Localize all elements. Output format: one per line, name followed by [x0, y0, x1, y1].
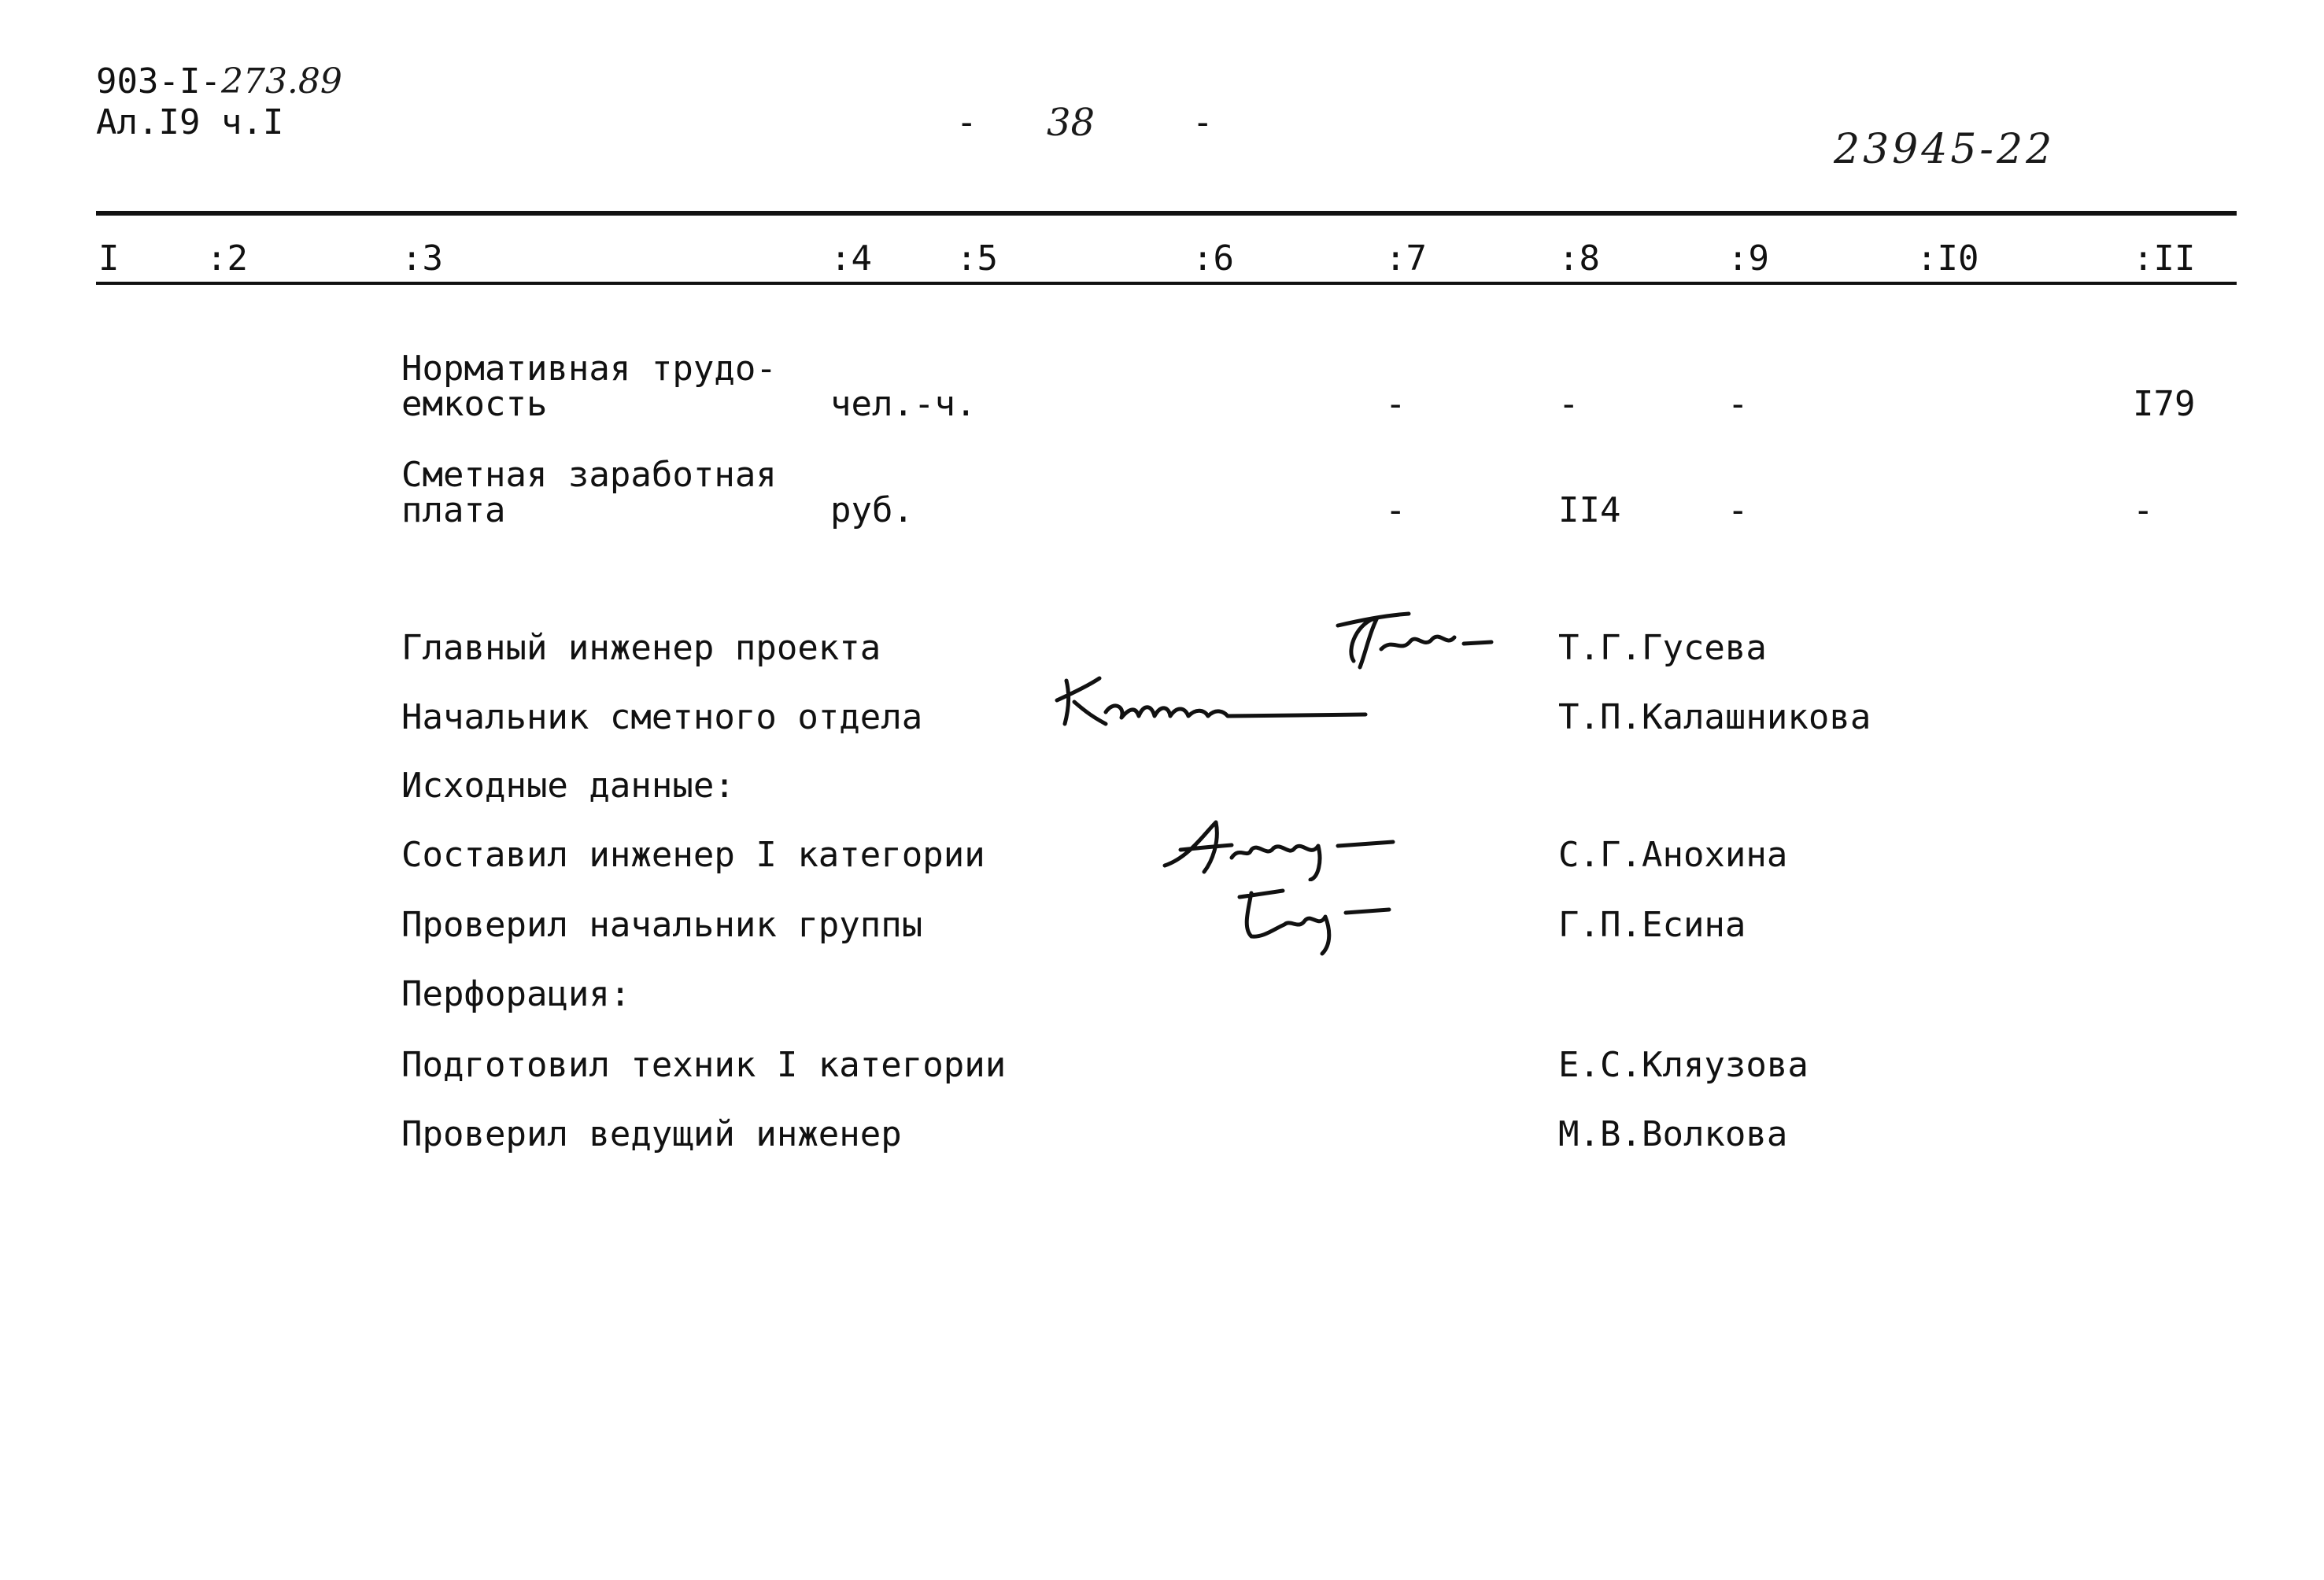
- section-heading: Перфорация:: [401, 974, 631, 1014]
- signature-gusev: [1322, 606, 1503, 677]
- signer-role: Составил инженер I категории: [401, 835, 985, 875]
- cell-col-11: -: [2133, 490, 2154, 530]
- column-header: :5: [956, 238, 998, 279]
- signer-role: Главный инженер проекта: [401, 628, 881, 668]
- column-header: :8: [1558, 238, 1600, 279]
- page-dash-left: -: [956, 102, 977, 142]
- signature-esina: [1228, 881, 1417, 960]
- signer-name: Е.С.Кляузова: [1558, 1045, 1809, 1085]
- column-header: :2: [206, 238, 248, 279]
- signer-role: Начальник сметного отдела: [401, 697, 923, 737]
- cell-col-7: -: [1385, 384, 1406, 424]
- signature-kalashnikova: [1051, 669, 1381, 740]
- row-label: Нормативная трудо-: [401, 349, 777, 389]
- signer-role: Подготовил техник I категории: [401, 1045, 1007, 1085]
- signer-name: Г.П.Есина: [1558, 905, 1746, 945]
- column-header: :I0: [1916, 238, 1979, 279]
- cell-col-11: I79: [2133, 384, 2196, 424]
- row-unit: руб.: [830, 490, 914, 530]
- signer-name: М.В.Волкова: [1558, 1114, 1788, 1154]
- row-label: емкость: [401, 384, 548, 424]
- page-dash-right: -: [1192, 102, 1214, 142]
- document-code: [96, 63, 342, 101]
- signer-role: Проверил начальник группы: [401, 905, 923, 945]
- column-header: I: [98, 238, 120, 279]
- cell-col-9: -: [1727, 384, 1749, 424]
- column-header: :4: [830, 238, 872, 279]
- signer-name: Т.П.Калашникова: [1558, 697, 1871, 737]
- inventory-number: 23945-22: [1834, 126, 2056, 173]
- cell-col-7: -: [1385, 490, 1406, 530]
- column-header: :9: [1727, 238, 1769, 279]
- cell-col-9: -: [1727, 490, 1749, 530]
- album-label: Ал.I9 ч.I: [96, 102, 284, 142]
- signer-name: С.Г.Анохина: [1558, 835, 1788, 875]
- section-heading: Исходные данные:: [401, 766, 735, 806]
- column-header: :II: [2133, 238, 2196, 279]
- document-code-prefix: 903-I-: [96, 61, 221, 102]
- cell-col-8: -: [1558, 384, 1580, 424]
- row-label: Сметная заработная: [401, 455, 777, 495]
- signer-name: Т.Г.Гусева: [1558, 628, 1767, 668]
- column-header: :7: [1385, 238, 1427, 279]
- column-header: :6: [1192, 238, 1234, 279]
- document-code-handwritten: 273.89: [220, 61, 342, 102]
- cell-col-8: II4: [1558, 490, 1621, 530]
- row-label: плата: [401, 490, 506, 530]
- row-unit: чел.-ч.: [830, 384, 977, 424]
- table-header-rule: [96, 282, 2237, 285]
- signer-role: Проверил ведущий инженер: [401, 1114, 902, 1154]
- page-number: 38: [1047, 101, 1095, 145]
- signature-anokhina: [1157, 810, 1424, 881]
- column-header: :3: [401, 238, 443, 279]
- table-top-rule: [96, 211, 2237, 216]
